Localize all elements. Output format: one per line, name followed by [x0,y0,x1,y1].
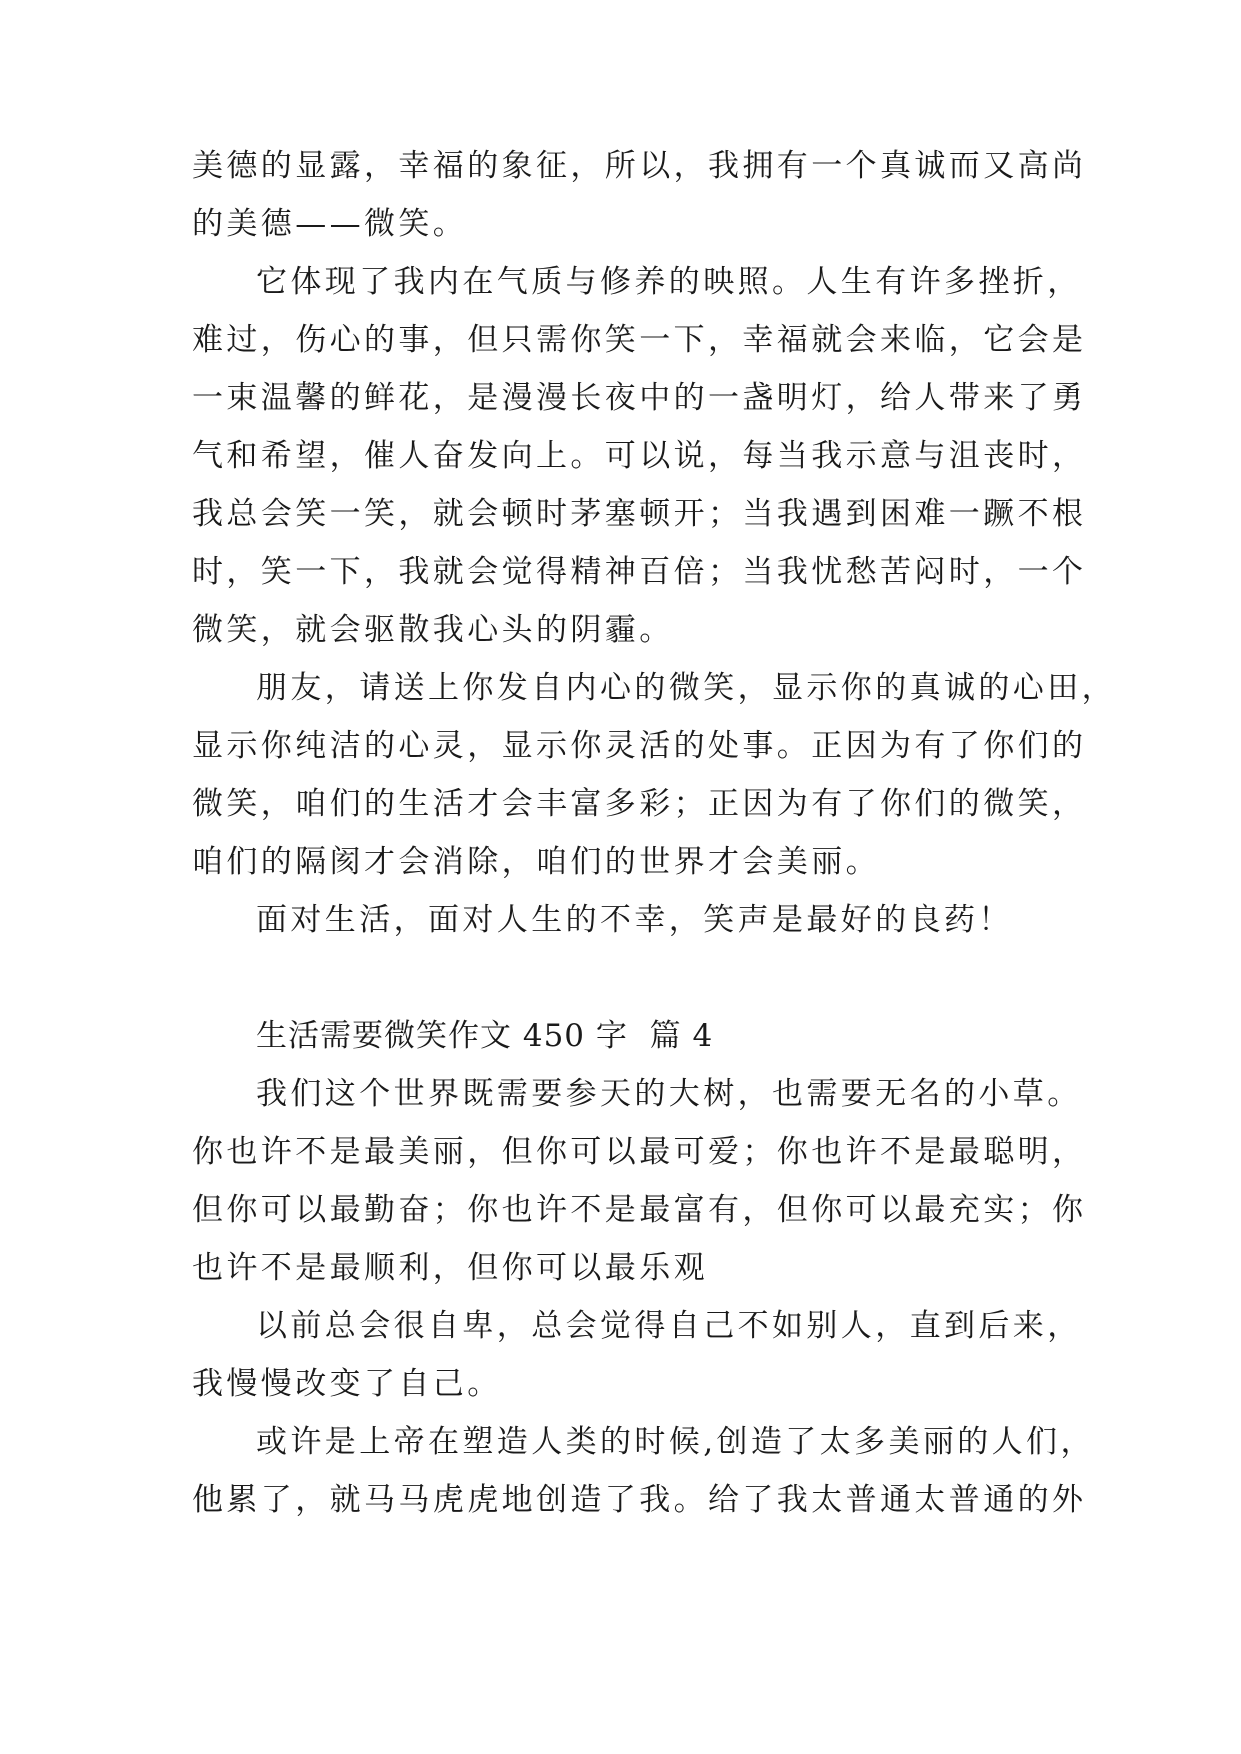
text-line: 难过，伤心的事，但只需你笑一下，幸福就会来临，它会是 [192,322,1087,358]
text-line: 他累了，就马马虎虎地创造了我。给了我太普通太普通的外 [192,1482,1087,1518]
text-line: 气和希望，催人奋发向上。可以说，每当我示意与沮丧时， [192,438,1087,474]
text-line: 也许不是最顺利，但你可以最乐观 [192,1250,708,1286]
paragraph-start: 面对生活，面对人生的不幸，笑声是最好的良药！ [256,902,1013,938]
paragraph-start: 以前总会很自卑，总会觉得自己不如别人，直到后来， [256,1308,1082,1344]
text-line: 微笑，就会驱散我心头的阴霾。 [192,612,674,648]
text-line: 你也许不是最美丽，但你可以最可爱；你也许不是最聪明， [192,1134,1087,1170]
text-line: 但你可以最勤奋；你也许不是最富有，但你可以最充实；你 [192,1192,1087,1228]
text-line: 一束温馨的鲜花，是漫漫长夜中的一盏明灯，给人带来了勇 [192,380,1087,416]
text-line: 我慢慢改变了自己。 [192,1366,502,1402]
section-heading: 生活需要微笑作文 450 字 篇 4 [256,1018,714,1054]
text-line: 咱们的隔阂才会消除，咱们的世界才会美丽。 [192,844,880,880]
text-line: 时，笑一下，我就会觉得精神百倍；当我忧愁苦闷时，一个 [192,554,1087,590]
text-line: 微笑，咱们的生活才会丰富多彩；正因为有了你们的微笑， [192,786,1087,822]
text-line: 美德的显露，幸福的象征，所以，我拥有一个真诚而又高尚 [192,148,1087,184]
paragraph-start: 它体现了我内在气质与修养的映照。人生有许多挫折， [256,264,1082,300]
paragraph-start: 我们这个世界既需要参天的大树，也需要无名的小草。 [256,1076,1082,1112]
text-line: 的美德——微笑。 [192,206,468,242]
paragraph-start: 或许是上帝在塑造人类的时候,创造了太多美丽的人们， [256,1424,1095,1460]
text-line: 显示你纯洁的心灵，显示你灵活的处事。正因为有了你们的 [192,728,1087,764]
text-line: 我总会笑一笑，就会顿时茅塞顿开；当我遇到困难一蹶不根 [192,496,1087,532]
paragraph-start: 朋友，请送上你发自内心的微笑，显示你的真诚的心田， [256,670,1116,706]
